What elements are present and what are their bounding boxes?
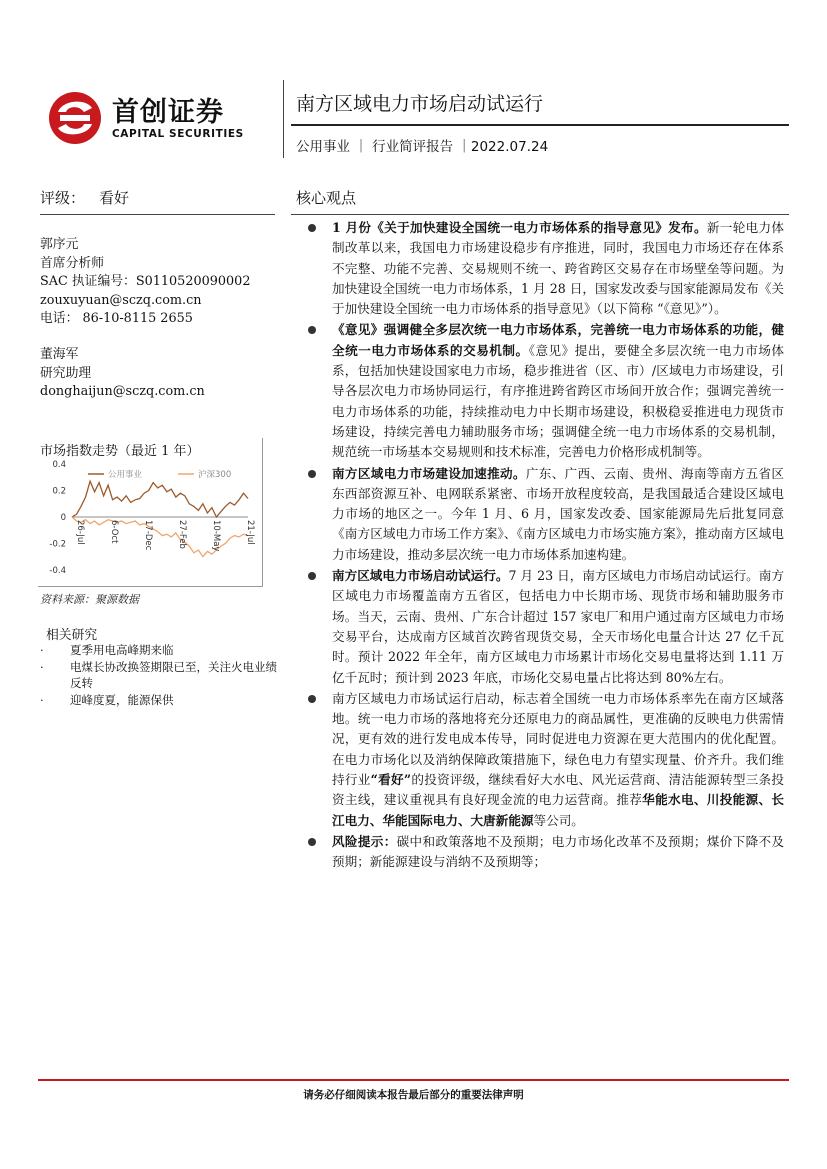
legend-label: 公用事业 bbox=[108, 470, 143, 480]
core-point: 风险提示：碳中和政策落地不及预期；电力市场化改革不及预期；煤价下降不及预期；新能源建设与消纳不及预期等； bbox=[300, 832, 784, 873]
y-tick-label: -0.4 bbox=[49, 566, 66, 576]
bullet-icon bbox=[308, 224, 316, 232]
analyst-phone: 电话： 86-10-8115 2655 bbox=[40, 311, 193, 326]
y-tick-label: 0.2 bbox=[52, 486, 66, 497]
analyst-license: SAC 执证编号：S0110520090002 bbox=[40, 274, 251, 289]
report-title: 南方区域电力市场启动试运行 bbox=[296, 93, 544, 115]
bullet-dot: · bbox=[40, 643, 44, 657]
logo-english-name: CAPITAL SECURITIES bbox=[112, 128, 244, 140]
bullet-icon bbox=[308, 470, 316, 478]
x-tick-label: 17-Dec bbox=[143, 520, 153, 551]
y-tick-label: 0.4 bbox=[52, 460, 66, 470]
footer-disclaimer[interactable]: 请务必仔细阅读本报告最后部分的重要法律声明 bbox=[303, 1089, 524, 1101]
bullet-icon bbox=[308, 326, 316, 334]
analyst-role: 首席分析师 bbox=[40, 255, 104, 271]
core-point: 《意见》强调健全多层次统一电力市场体系，完善统一电力市场体系的功能，健全统一电力市场体系的交易机制。《意见》提出，要健全多层次统一电力市场体系，包括加快建设国家电力市场，稳步推进省（区、市）/区域电力市场建设，引导各层次电力市场协同运行，有序推进跨省跨区市场间开放合作；强调完善统一电力市场体系的功能，持续推动电力中长期市场建设，积极稳妥推进电力现货市场建设，持续完善电力辅助服务市场；强调健全统一电力市场体系的交易机制，规范统一市场基本交易规则和技术标准，完善电力价格形成机制等。 bbox=[300, 320, 784, 462]
analyst-2 bbox=[40, 346, 205, 402]
analyst-1 bbox=[40, 236, 250, 329]
x-tick-label: 27-Feb bbox=[177, 520, 187, 549]
bullet-icon bbox=[308, 572, 316, 580]
core-point: 南方区域电力市场建设加速推动。广东、广西、云南、贵州、海南等南方五省区东西部资源互补、电网联系紧密、市场开放程度较高，是我国最适合建设区域电力市场的地区之一。今年 1 月、6 月，国家发改委、国家能源局先后批复同意《南方区域电力市场工作方案》、《南方区域电力市场实施方案》，推动南方区域电力市场建设，推动多层次统一电力市场体系加速构建。 bbox=[300, 464, 784, 565]
y-tick-label: -0.2 bbox=[49, 539, 66, 550]
bullet-icon bbox=[308, 695, 316, 703]
core-point: 1 月份《关于加快建设全国统一电力市场体系的指导意见》发布。新一轮电力体制改革以来，我国电力市场建设稳步有序推进，同时，我国电力市场还存在体系不完整、功能不完善、交易规则不统一、跨省跨区交易存在市场壁垒等问题。为加快建设全国统一电力市场体系，1 月 28 日，国家发改委与国家能源局发布《关于加快建设全国统一电力市场体系的指导意见》（以下简称 “《意见》”）。 bbox=[300, 218, 784, 319]
x-tick-label: 21-Jul bbox=[245, 520, 255, 545]
analyst-email: zouxuyuan@sczq.com.cn bbox=[40, 292, 202, 308]
rating-label: 评级： bbox=[40, 189, 86, 207]
bullet-dot: · bbox=[40, 660, 44, 674]
right-rule bbox=[291, 214, 789, 215]
rating bbox=[40, 187, 143, 208]
x-tick-label: 10-May bbox=[211, 520, 221, 552]
y-tick-label: 0 bbox=[60, 513, 66, 523]
report-subtitle: 公用事业 ｜ 行业简评报告 ｜2022.07.24 bbox=[296, 139, 549, 155]
company-logo bbox=[46, 88, 266, 148]
analyst-name: 郭序元 bbox=[40, 237, 79, 252]
related-research-item[interactable]: · 迎峰度夏，能源保供 bbox=[40, 693, 174, 707]
related-research-title: 相关研究 bbox=[46, 628, 98, 643]
core-views bbox=[300, 218, 784, 874]
x-tick-label: 6-Oct bbox=[109, 520, 119, 544]
index-trend-chart bbox=[38, 458, 260, 582]
series-line-1 bbox=[72, 481, 248, 517]
rating-value: 看好 bbox=[99, 189, 130, 207]
core-views-title: 核心观点 bbox=[296, 189, 357, 207]
analyst-role: 研究助理 bbox=[40, 365, 92, 381]
chart-source: 资料来源：聚源数据 bbox=[40, 593, 139, 606]
left-rule bbox=[40, 214, 275, 215]
chart-title: 市场指数走势（最近 1 年） bbox=[40, 444, 200, 459]
x-tick-label: 26-Jul bbox=[75, 520, 85, 545]
analyst-email: donghaijun@sczq.com.cn bbox=[40, 384, 205, 399]
logo-chinese-name: 首创证券 bbox=[112, 97, 224, 128]
related-research-item[interactable]: · 电煤长协改换签期限已至，关注火电业绩反转 bbox=[40, 660, 277, 690]
bullet-icon bbox=[308, 838, 316, 846]
legend-label: 沪深300 bbox=[198, 470, 232, 480]
header-divider bbox=[283, 80, 284, 158]
footer-rule bbox=[38, 1079, 789, 1081]
title-rule bbox=[291, 124, 789, 126]
related-research-item[interactable]: · 夏季用电高峰期来临 bbox=[40, 643, 174, 657]
analyst-name: 董海军 bbox=[40, 347, 79, 362]
bullet-dot: · bbox=[40, 693, 44, 707]
related-research-list bbox=[40, 642, 280, 709]
core-point: 南方区域电力市场试运行启动，标志着全国统一电力市场体系率先在南方区域落地。统一电力市场的落地将充分还原电力的商品属性，更准确的反映电力供需情况，更有效的进行发电成本传导，同时促进电力资源在更大范围内的优化配置。在电力市场化以及消纳保障政策措施下，绿色电力有望实现量、价齐升。我们维持行业“看好”的投资评级，继续看好大水电、风光运营商、清洁能源转型三条投资主线，建议重视具有良好现金流的电力运营商。推荐华能水电、川投能源、长江电力、华能国际电力、大唐新能源等公司。 bbox=[300, 689, 784, 831]
logo-mark-icon bbox=[46, 90, 104, 146]
core-point: 南方区域电力市场启动试运行。7 月 23 日，南方区域电力市场启动试运行。南方区域电力市场覆盖南方五省区，包括电力中长期市场、现货市场和辅助服务市场。当天，云南、贵州、广东合计超过 157 家电厂和用户通过南方区域电力市场交易平台，达成南方区域首次跨省现货交易，全天市场化电量合计达 27 亿千瓦时。预计 2022 年全年，南方区域电力市场累计市场化交易电量将达到 1.11 万亿千瓦时；预计到 2023 年底，市场化交易电量占比将达到 80%左右。 bbox=[300, 566, 784, 688]
